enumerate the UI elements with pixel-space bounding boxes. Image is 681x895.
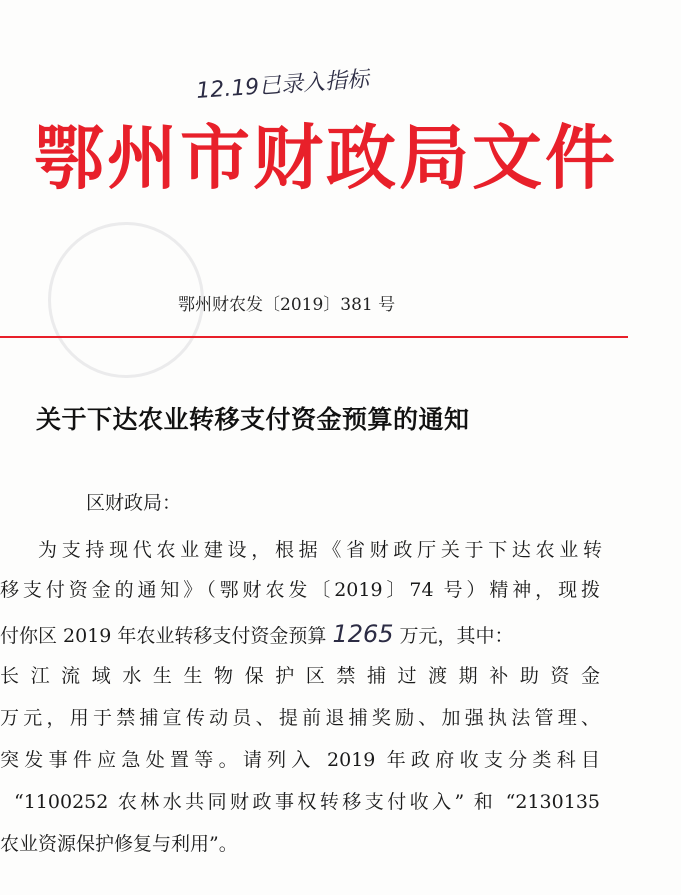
document-number: 鄂州财农发〔2019〕381 号	[178, 295, 396, 315]
body-line-7: “1100252 农林水共同财政事权转移支付收入” 和 “2130135	[14, 791, 600, 813]
body-line-8: 农业资源保护修复与利用”。	[0, 833, 238, 855]
red-separator-line	[0, 336, 628, 338]
body-line-1: 为支持现代农业建设，根据《省财政厅关于下达农业转	[38, 539, 602, 561]
body-line-3	[0, 622, 600, 648]
notice-title: 关于下达农业转移支付资金预算的通知	[36, 405, 470, 434]
document-header-title: 鄂州市财政局文件	[34, 117, 618, 199]
body-line-2: 移支付资金的通知》（鄂财农发〔2019〕74 号）精神，现拨	[0, 579, 600, 601]
body-line-3-after: 万元，其中：	[399, 625, 514, 647]
handwritten-amount: 1265	[332, 620, 394, 648]
addressee: 区财政局：	[86, 492, 182, 514]
body-line-5: 万元，用于禁捕宣传动员、提前退捕奖励、加强执法管理、	[0, 707, 600, 729]
body-line-4: 长江流域水生生物保护区禁捕过渡期补助资金	[0, 665, 600, 687]
body-line-3-before: 付你区 2019 年农业转移支付资金预算	[0, 625, 327, 647]
body-line-6: 突发事件应急处置等。请列入 2019 年政府收支分类科目	[0, 749, 600, 771]
handwritten-note: 12.19已录入指标	[195, 66, 370, 104]
